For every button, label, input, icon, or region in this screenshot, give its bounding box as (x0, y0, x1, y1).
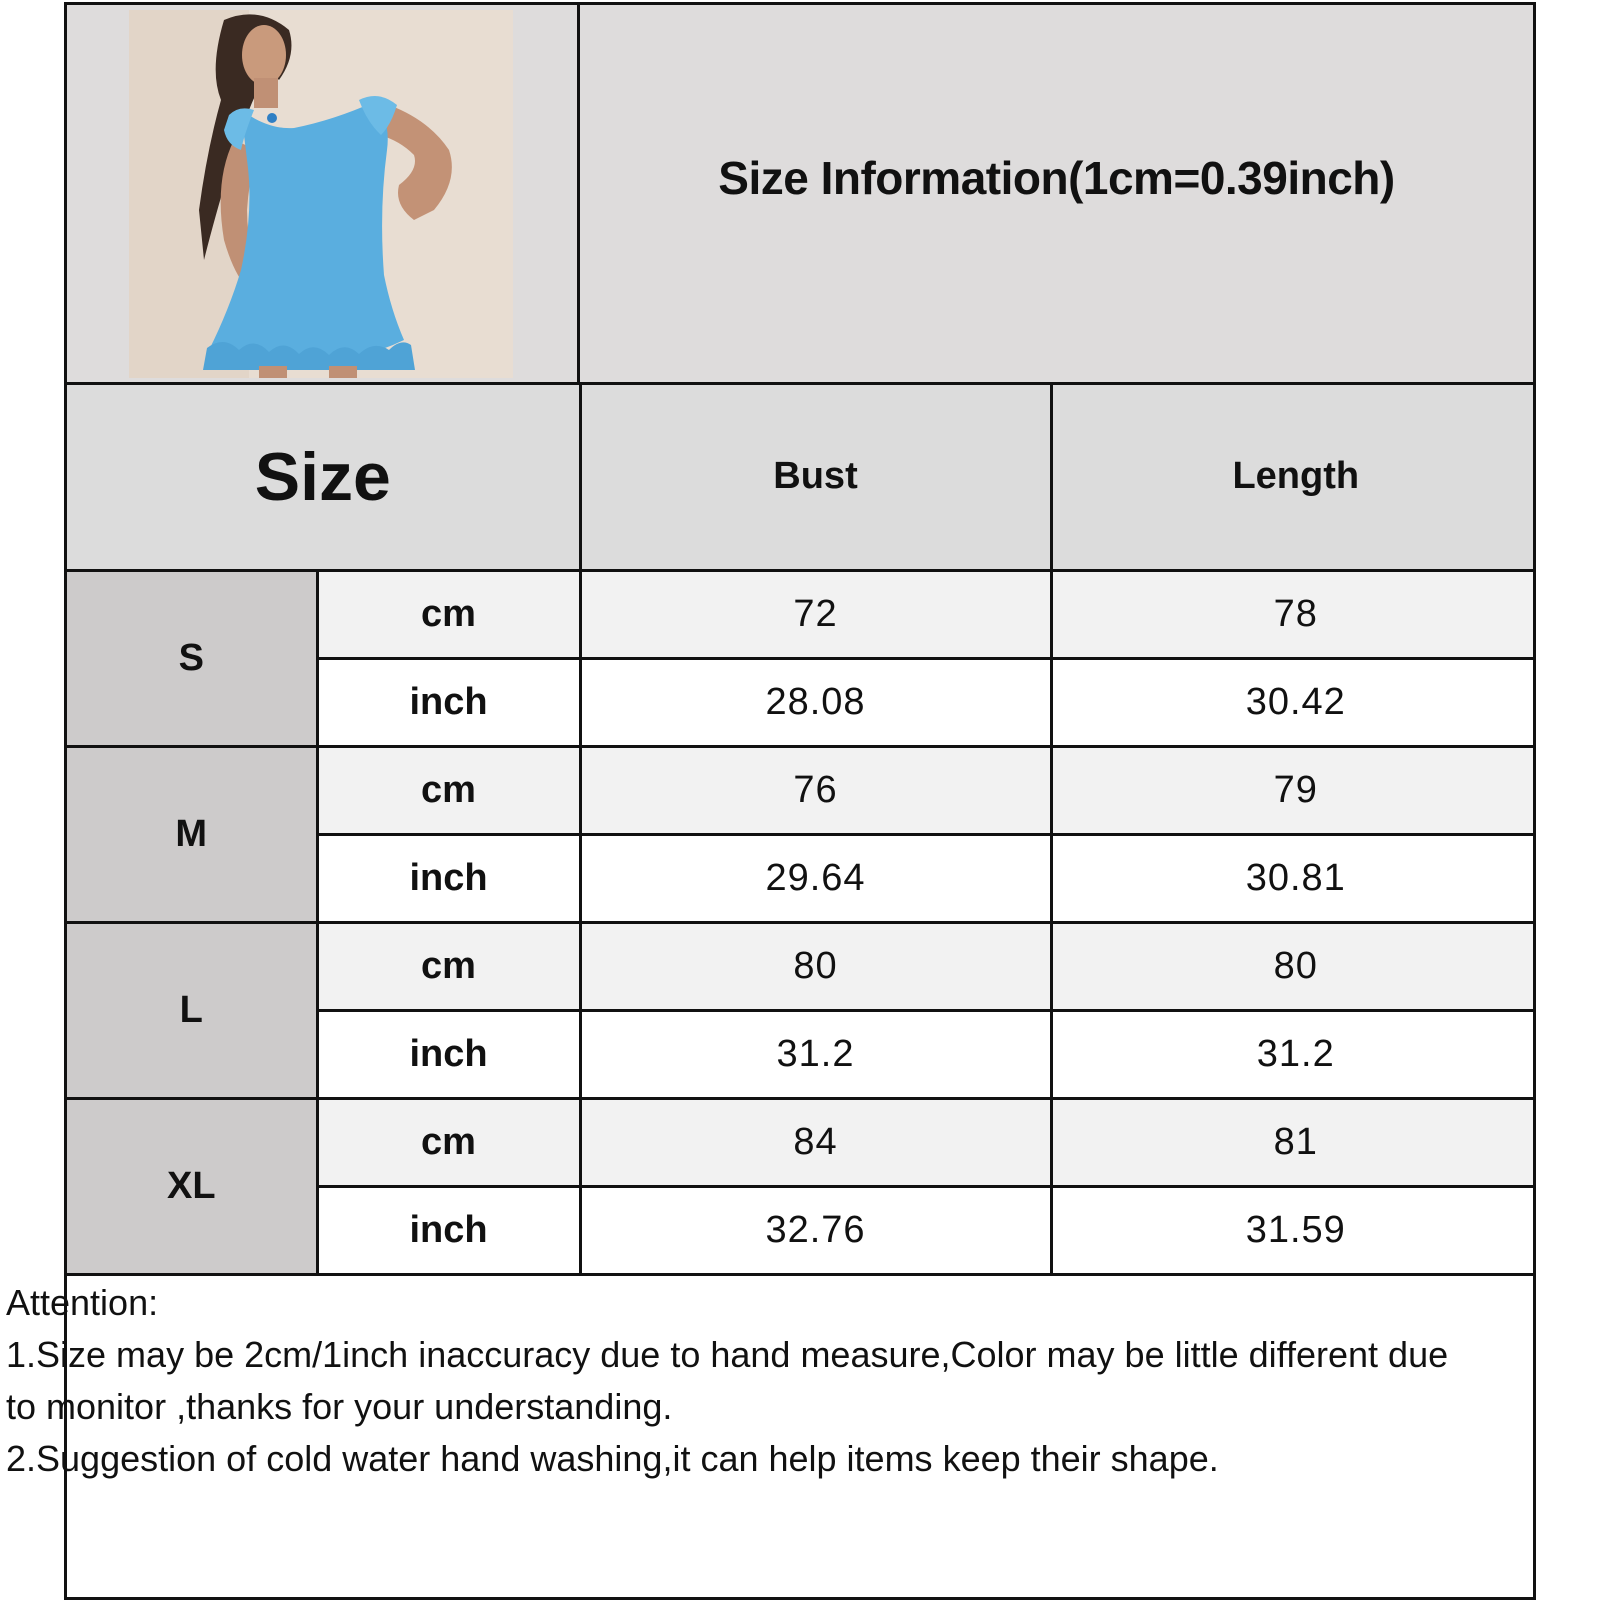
bust-inch-value: 28.08 (580, 658, 1051, 746)
size-label: S (67, 570, 317, 746)
unit-inch: inch (317, 1186, 580, 1274)
column-header-bust: Bust (580, 385, 1051, 570)
unit-inch: inch (317, 1010, 580, 1098)
bust-cm-value: 76 (580, 746, 1051, 834)
size-label: L (67, 922, 317, 1098)
size-table (67, 385, 1536, 1276)
length-inch-value: 31.2 (1051, 1010, 1536, 1098)
photo-cell (67, 5, 580, 382)
length-inch-value: 30.42 (1051, 658, 1536, 746)
attention-notes (6, 1277, 1456, 1485)
unit-cm: cm (317, 1098, 580, 1186)
chart-header (67, 5, 1533, 385)
length-inch-value: 31.59 (1051, 1186, 1536, 1274)
attention-note-2: 2.Suggestion of cold water hand washing,it can help items keep their shape. (6, 1438, 1219, 1479)
length-cm-value: 79 (1051, 746, 1536, 834)
unit-cm: cm (317, 570, 580, 658)
unit-inch: inch (317, 658, 580, 746)
length-cm-value: 78 (1051, 570, 1536, 658)
table-row (67, 570, 1536, 658)
bust-cm-value: 80 (580, 922, 1051, 1010)
attention-heading: Attention: (6, 1282, 159, 1323)
size-info-title: Size Information(1cm=0.39inch) (718, 151, 1395, 204)
model-photo (129, 10, 513, 378)
table-row (67, 746, 1536, 834)
bust-cm-value: 72 (580, 570, 1051, 658)
table-row (67, 922, 1536, 1010)
unit-inch: inch (317, 834, 580, 922)
table-header-row (67, 385, 1536, 570)
bust-cm-value: 84 (580, 1098, 1051, 1186)
bust-inch-value: 32.76 (580, 1186, 1051, 1274)
size-label: M (67, 746, 317, 922)
length-cm-value: 80 (1051, 922, 1536, 1010)
bust-inch-value: 31.2 (580, 1010, 1051, 1098)
size-info-cell (580, 5, 1533, 382)
attention-note-1: 1.Size may be 2cm/1inch inaccuracy due to hand measure,Color may be little different due to monitor ,thanks for your understanding. (6, 1334, 1449, 1427)
length-cm-value: 81 (1051, 1098, 1536, 1186)
unit-cm: cm (317, 922, 580, 1010)
size-label: XL (67, 1098, 317, 1274)
length-inch-value: 30.81 (1051, 834, 1536, 922)
unit-cm: cm (317, 746, 580, 834)
column-header-length: Length (1051, 385, 1536, 570)
column-header-size: Size (67, 385, 580, 570)
table-row (67, 1098, 1536, 1186)
bust-inch-value: 29.64 (580, 834, 1051, 922)
